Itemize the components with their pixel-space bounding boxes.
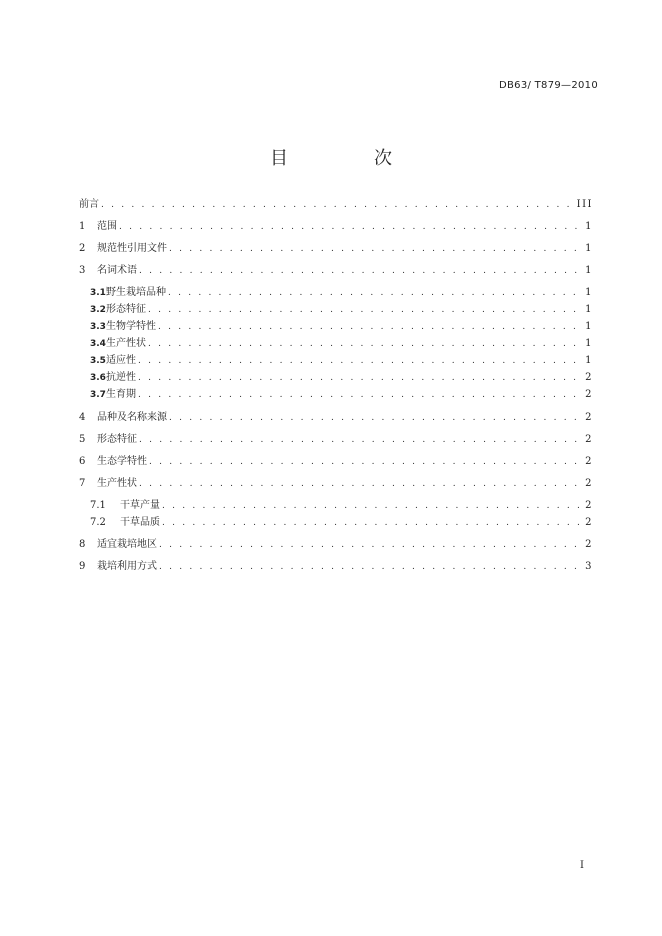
dot-leader: [149, 455, 579, 469]
toc-entry-page: 1: [585, 243, 593, 254]
toc-entry-page: 1: [585, 355, 593, 366]
toc-entry-label: 名词术语: [97, 265, 137, 276]
dot-leader: [101, 198, 571, 212]
dot-leader: [159, 538, 579, 552]
dot-leader: [139, 264, 579, 278]
toc-entry-page: 1: [585, 321, 593, 332]
toc-entry-label: 范围: [97, 221, 117, 232]
toc-entry-8[interactable]: [79, 538, 593, 552]
toc-entry-7[interactable]: [79, 477, 593, 491]
toc-entry-3-2[interactable]: [79, 303, 593, 317]
toc-entry-page: 2: [585, 412, 593, 423]
dot-leader: [139, 433, 579, 447]
toc-entry-1[interactable]: [79, 220, 593, 234]
toc-entry-label: 生物学特性: [105, 321, 156, 332]
toc-entry-number: 3.3: [90, 322, 106, 332]
toc-entry-label: 生产性状: [105, 338, 146, 349]
dot-leader: [169, 411, 579, 425]
toc-entry-label: 适应性: [105, 355, 136, 366]
dot-leader: [162, 499, 579, 513]
toc-entry-3-7[interactable]: [79, 388, 593, 402]
document-code: DB63/ T879—2010: [499, 80, 598, 91]
toc-entry-page: 1: [585, 221, 593, 232]
toc-entry-label: 生育期: [105, 389, 136, 400]
toc-entry-2[interactable]: [79, 242, 593, 256]
toc-entry-page: 2: [585, 456, 593, 467]
toc-entry-page: 2: [585, 500, 593, 511]
toc-entry-9[interactable]: [79, 560, 593, 574]
toc-entry-6[interactable]: [79, 455, 593, 469]
toc-entry-label: 野生栽培品种: [105, 287, 166, 298]
toc-entry-label: 抗逆性: [105, 372, 136, 383]
toc-entry-page: III: [576, 199, 593, 210]
toc-entry-page: 2: [585, 539, 593, 550]
toc-entry-number: 2: [79, 243, 86, 254]
toc-entry-number: 8: [79, 539, 86, 550]
dot-leader: [148, 337, 579, 351]
toc-entry-number: 1: [79, 221, 86, 232]
toc-entry-number: 3.6: [90, 373, 106, 383]
toc-entry-page: 2: [585, 389, 593, 400]
toc-entry-label: 前言: [79, 199, 99, 210]
page-number: I: [580, 860, 584, 871]
toc-title: 目 次: [270, 148, 426, 169]
toc-entry-number: 7.1: [90, 500, 106, 511]
toc-entry-label: 生态学特性: [97, 456, 147, 467]
dot-leader: [159, 560, 579, 574]
toc-entry-number: 3.7: [90, 390, 106, 400]
dot-leader: [139, 477, 579, 491]
toc-entry-page: 1: [585, 304, 593, 315]
toc-entry-number: 3.2: [90, 305, 106, 315]
toc-entry-7-1[interactable]: [79, 499, 593, 513]
toc-entry-page: 2: [585, 434, 593, 445]
toc-entry-3-1[interactable]: [79, 286, 593, 300]
toc-entry-number: 7.2: [90, 517, 106, 528]
dot-leader: [169, 242, 579, 256]
dot-leader: [119, 220, 579, 234]
toc-entry-page: 2: [585, 517, 593, 528]
dot-leader: [168, 286, 579, 300]
toc-entry-label: 干草品质: [120, 517, 160, 528]
toc-entry-5[interactable]: [79, 433, 593, 447]
toc-entry-page: 1: [585, 287, 593, 298]
toc-entry-page: 3: [585, 561, 593, 572]
toc-entry-page: 1: [585, 338, 593, 349]
toc-entry-4[interactable]: [79, 411, 593, 425]
toc-entry-label: 适宜栽培地区: [97, 539, 157, 550]
toc-entry-page: 2: [585, 478, 593, 489]
toc-entry-label: 形态特征: [105, 304, 146, 315]
toc-entry-7-2[interactable]: [79, 516, 593, 530]
toc-entry-label: 规范性引用文件: [97, 243, 167, 254]
toc-entry-3-3[interactable]: [79, 320, 593, 334]
toc-entry-3-5[interactable]: [79, 354, 593, 368]
toc-entry-number: 4: [79, 412, 86, 423]
toc-entry-number: 7: [79, 478, 86, 489]
dot-leader: [138, 371, 579, 385]
dot-leader: [158, 320, 579, 334]
toc-entry-label: 生产性状: [97, 478, 137, 489]
toc-entry-3-4[interactable]: [79, 337, 593, 351]
toc-entry-label: 品种及名称来源: [97, 412, 167, 423]
toc-entry-number: 5: [79, 434, 86, 445]
toc-entry-label: 栽培利用方式: [97, 561, 157, 572]
toc-entry-number: 3: [79, 265, 86, 276]
toc-entry-page: 1: [585, 265, 593, 276]
dot-leader: [138, 388, 579, 402]
toc-entry-page: 2: [585, 372, 593, 383]
toc-entry-3-6[interactable]: [79, 371, 593, 385]
toc-entry-label: 形态特征: [97, 434, 137, 445]
dot-leader: [148, 303, 579, 317]
toc-entry-number: 3.5: [90, 356, 106, 366]
dot-leader: [162, 516, 579, 530]
toc-entry-number: 9: [79, 561, 86, 572]
toc-entry-number: 6: [79, 456, 86, 467]
toc-entry-foreword[interactable]: [79, 198, 593, 212]
toc-entry-label: 干草产量: [120, 500, 160, 511]
dot-leader: [138, 354, 579, 368]
toc-entry-3[interactable]: [79, 264, 593, 278]
toc-entry-number: 3.4: [90, 339, 106, 349]
toc-entry-number: 3.1: [90, 288, 106, 298]
